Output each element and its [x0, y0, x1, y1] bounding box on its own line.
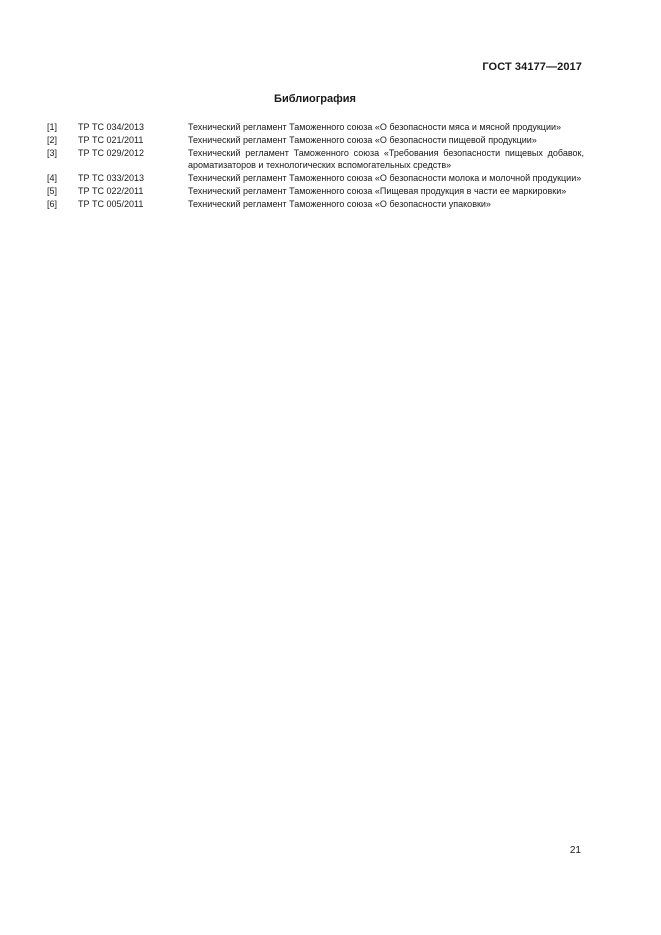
- entry-code: ТР ТС 022/2011: [78, 186, 144, 196]
- entry-number: [6]: [47, 199, 58, 209]
- entry-description: Технический регламент Таможенного союза «О безопасности упаковки»: [188, 199, 491, 209]
- entry-code: ТР ТС 021/2011: [78, 135, 144, 145]
- bibliography-entry: [47, 121, 584, 133]
- entry-number: [5]: [47, 186, 58, 196]
- entry-description: Технический регламент Таможенного союза «О безопасности мяса и мясной продукции»: [188, 122, 562, 132]
- bibliography-list: [47, 121, 584, 211]
- entry-code: ТР ТС 033/2013: [78, 173, 145, 183]
- entry-code: ТР ТС 029/2012: [78, 148, 145, 158]
- entry-description: Технический регламент Таможенного союза «Требования безопасности пищевых добавок, ароматизаторов и технологических вспомогательных средств»: [188, 148, 584, 170]
- entry-description: Технический регламент Таможенного союза «О безопасности молока и молочной продукции»: [188, 173, 582, 183]
- entry-code: ТР ТС 034/2013: [78, 122, 145, 132]
- entry-number: [2]: [47, 135, 58, 145]
- bibliography-title: Библиография: [274, 93, 356, 105]
- standard-code: ГОСТ 34177—2017: [482, 61, 582, 73]
- bibliography-entry: [47, 134, 584, 146]
- entry-number: [1]: [47, 122, 58, 132]
- entry-code: ТР ТС 005/2011: [78, 199, 144, 209]
- bibliography-entry: [47, 172, 584, 184]
- entry-number: [4]: [47, 173, 58, 183]
- entry-number: [3]: [47, 148, 58, 158]
- bibliography-entry: [47, 198, 584, 210]
- page-number: 21: [569, 845, 581, 856]
- bibliography-entry: [47, 185, 584, 197]
- bibliography-entry: [47, 147, 584, 171]
- entry-description: Технический регламент Таможенного союза «Пищевая продукция в части ее маркировки»: [188, 186, 567, 196]
- entry-description: Технический регламент Таможенного союза «О безопасности пищевой продукции»: [188, 135, 537, 145]
